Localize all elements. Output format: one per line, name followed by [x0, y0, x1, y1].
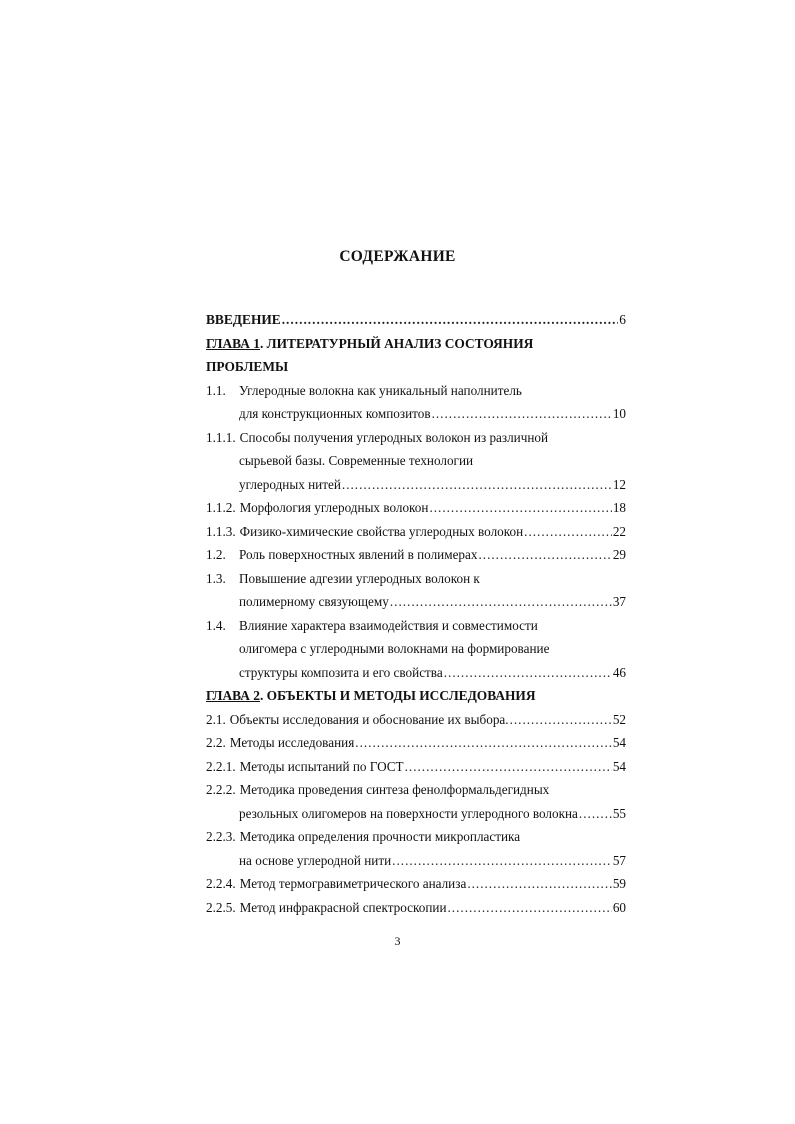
toc-entry-text: Физико-химические свойства углеродных волокон [239, 523, 524, 539]
toc-entry-1-3 [206, 567, 626, 591]
toc-entry-text: Методы испытаний по ГОСТ [239, 758, 404, 774]
toc-page-number: 12 [612, 476, 626, 492]
toc-entry-1-1 [206, 379, 626, 403]
toc-entry-1-4-continued [206, 637, 626, 661]
toc-page-number: 37 [612, 594, 626, 609]
section-number: 2.2.5. [206, 899, 236, 915]
toc-entry-1-1-1-continued [206, 473, 626, 497]
chapter-label: ГЛАВА 2 [206, 688, 260, 703]
toc-entry-text: Методы исследования [229, 735, 355, 750]
toc-entry-2-2 [206, 731, 626, 755]
toc-entry-text: Методика определения прочности микропластика [239, 829, 521, 844]
dot-leader [429, 496, 611, 520]
toc-entry-text: Метод термогравиметрического анализа [239, 876, 467, 891]
toc-entry-1-1-continued [206, 402, 626, 426]
toc-page-number: 59 [612, 876, 626, 891]
dot-leader [579, 802, 612, 826]
toc-entry-text: ПРОБЛЕМЫ [206, 359, 289, 374]
toc-page-number: 46 [612, 664, 626, 680]
section-number: 1.4. [206, 617, 226, 633]
toc-page-number: 55 [612, 805, 626, 821]
toc-entry-2-2-3 [206, 825, 626, 849]
toc-entry-text: Влияние характера взаимодействия и совместимости [239, 617, 538, 633]
toc-page-number: 54 [612, 735, 626, 750]
toc-entry-text: на основе углеродной нити [239, 852, 392, 868]
toc-entry-text: Метод инфракрасной спектроскопии [239, 899, 447, 915]
toc-page-number: 57 [612, 852, 626, 868]
section-number: 2.1. [206, 711, 226, 727]
dot-leader [392, 849, 612, 873]
toc-entry-text: структуры композита и его свойства [239, 664, 443, 680]
toc-entry-2-1 [206, 708, 626, 732]
toc-entry-text: углеродных нитей [239, 476, 341, 492]
toc-entry-text: олигомера с углеродными волокнами на формирование [239, 641, 550, 656]
toc-entry-text: . ЛИТЕРАТУРНЫЙ АНАЛИЗ СОСТОЯНИЯ [259, 335, 534, 351]
toc-entry-text: Роль поверхностных явлений в полимерах [239, 547, 478, 562]
section-number: 2.2. [206, 735, 226, 750]
toc-entry-text: Углеродные волокна как уникальный наполнитель [239, 382, 522, 398]
toc-chapter-2 [206, 684, 626, 708]
dot-leader [355, 731, 612, 755]
chapter-label: ГЛАВА 1 [206, 335, 260, 351]
toc-entry-text: для конструкционных композитов [239, 406, 431, 421]
page-number: 3 [394, 934, 401, 948]
section-number: 1.3. [206, 570, 226, 586]
toc-entry-2-2-3-continued [206, 849, 626, 873]
toc-entry-text: резольных олигомеров на поверхности углеродного волокна [239, 805, 578, 821]
section-number: 1.1. [206, 382, 226, 398]
section-number: 2.2.4. [206, 876, 236, 891]
toc-chapter-1 [206, 332, 626, 356]
toc-entry-text: полимерному связующему [239, 594, 389, 609]
toc-entry-2-2-4 [206, 872, 626, 896]
toc-entry-1-2 [206, 543, 626, 567]
page-title: СОДЕРЖАНИЕ [339, 248, 456, 265]
toc-entry-2-2-5 [206, 896, 626, 920]
toc-page-number: 6 [619, 312, 626, 327]
toc-page-number: 18 [612, 500, 626, 515]
toc-entry-1-1-1 [206, 426, 626, 450]
section-number: 1.1.1. [206, 429, 236, 445]
section-number: 1.1.3. [206, 523, 236, 539]
toc-entry-text: Объекты исследования и обоснование их выбора. [229, 711, 509, 727]
toc-entry-text: . ОБЪЕКТЫ И МЕТОДЫ ИССЛЕДОВАНИЯ [259, 688, 536, 703]
toc-page-number: 22 [612, 523, 626, 539]
section-number: 1.1.2. [206, 500, 236, 515]
toc-entry-text: ВВЕДЕНИЕ [206, 312, 281, 327]
toc-entry-1-3-continued [206, 590, 626, 614]
dot-leader [444, 661, 612, 685]
toc-chapter-1-continued [206, 355, 626, 379]
dot-leader [432, 402, 612, 426]
toc-page-number: 54 [612, 758, 626, 774]
toc-page-number: 60 [612, 899, 626, 915]
toc-entry-text: Повышение адгезии углеродных волокон к [239, 570, 480, 586]
section-number: 2.2.2. [206, 782, 236, 797]
dot-leader [405, 755, 612, 779]
dot-leader [342, 473, 612, 497]
dot-leader [282, 308, 619, 332]
toc-page-number: 10 [612, 406, 626, 421]
toc-entry-introduction [206, 308, 626, 332]
dot-leader [448, 896, 612, 920]
toc-entry-1-1-3 [206, 520, 626, 544]
toc-entry-1-1-2 [206, 496, 626, 520]
toc-page-number: 52 [612, 711, 626, 727]
toc-entry-text: сырьевой базы. Современные технологии [239, 453, 474, 468]
toc-entry-text: Способы получения углеродных волокон из различной [239, 429, 549, 445]
section-number: 2.2.3. [206, 829, 236, 844]
dot-leader [478, 543, 611, 567]
toc-entry-1-4 [206, 614, 626, 638]
table-of-contents [206, 308, 626, 919]
dot-leader [390, 590, 612, 614]
section-number: 2.2.1. [206, 758, 236, 774]
dot-leader [510, 708, 612, 732]
toc-entry-1-1-1-continued [206, 449, 626, 473]
dot-leader [467, 872, 612, 896]
toc-entry-2-2-1 [206, 755, 626, 779]
toc-entry-2-2-2-continued [206, 802, 626, 826]
section-number: 1.2. [206, 547, 226, 562]
toc-page-number: 29 [612, 547, 626, 562]
toc-entry-text: Морфология углеродных волокон [239, 500, 429, 515]
toc-entry-text: Методика проведения синтеза фенолформальдегидных [239, 782, 550, 797]
toc-entry-2-2-2 [206, 778, 626, 802]
dot-leader [524, 520, 612, 544]
toc-entry-1-4-continued [206, 661, 626, 685]
